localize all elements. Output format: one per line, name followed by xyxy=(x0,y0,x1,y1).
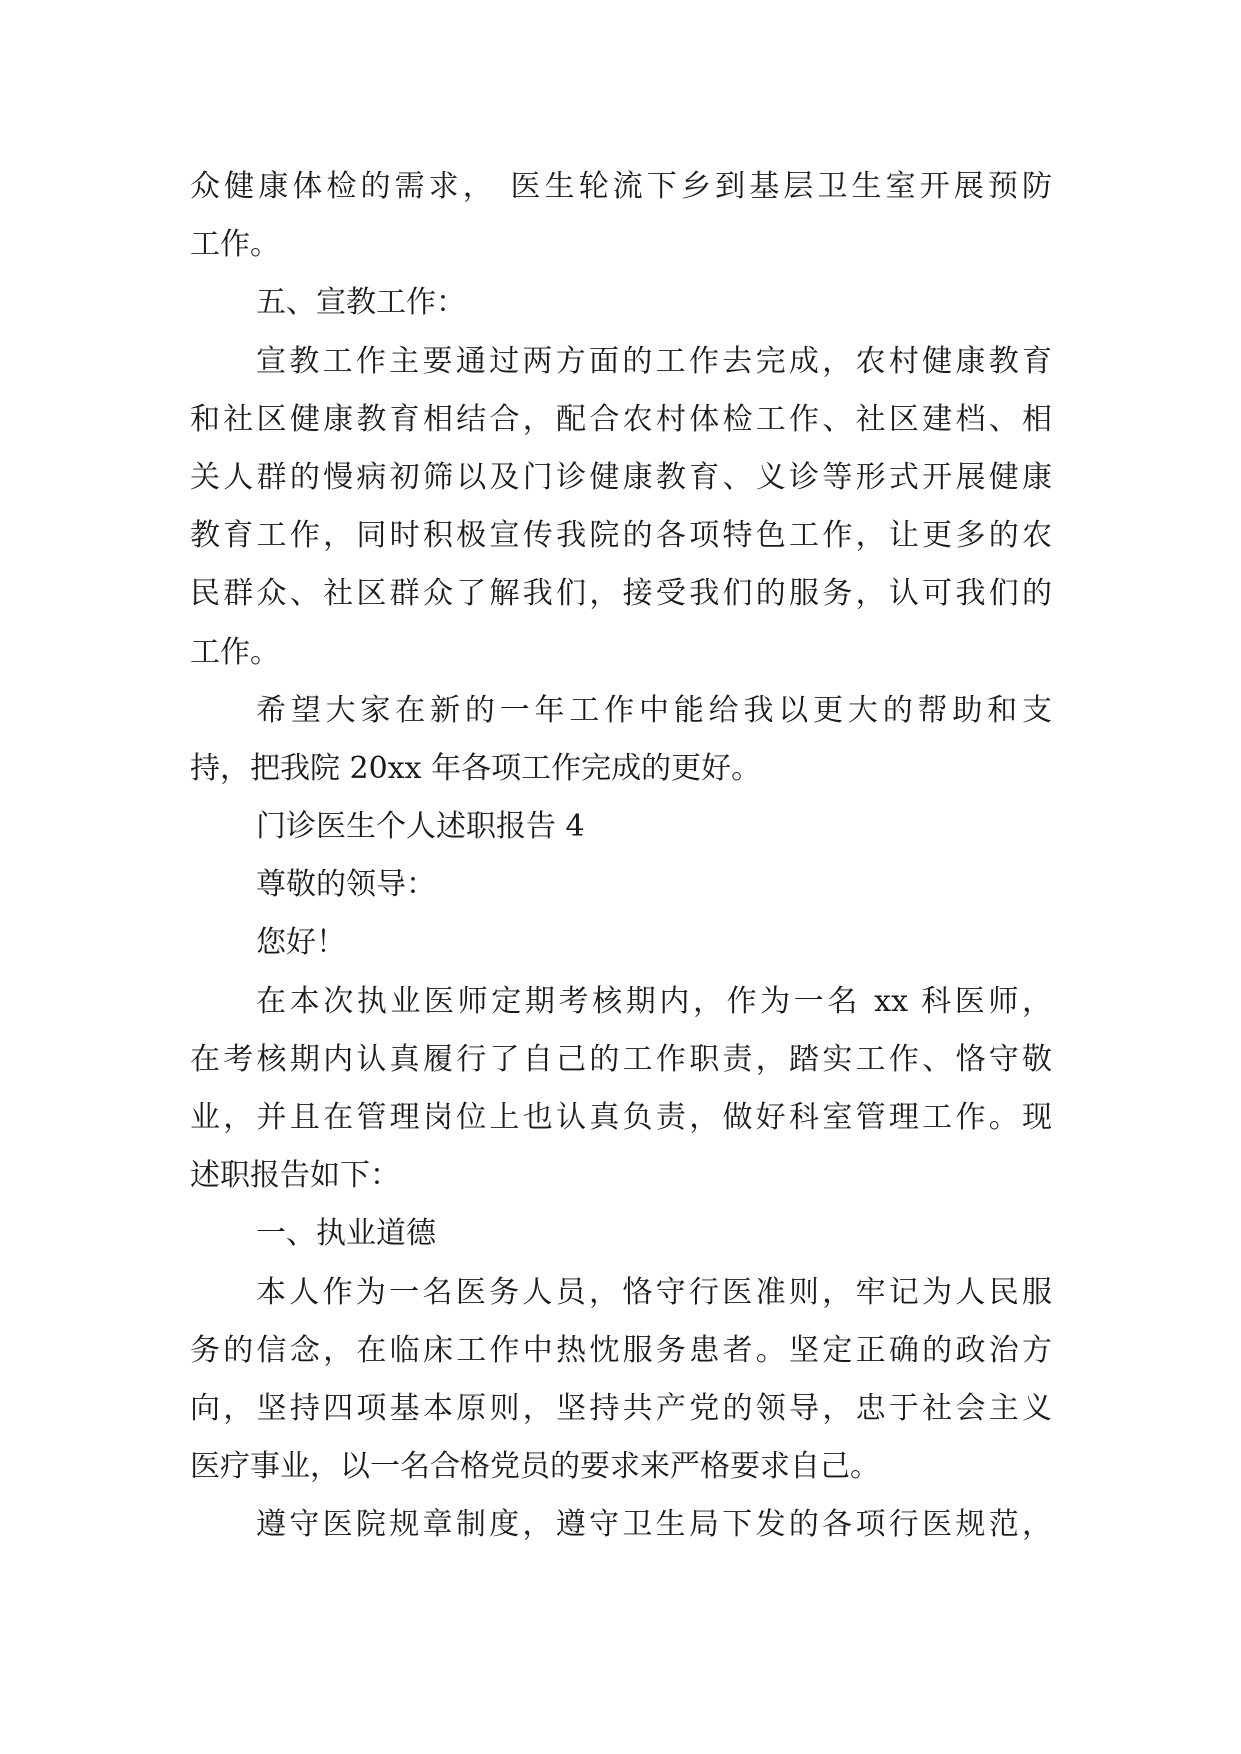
body-line: 关人群的慢病初筛以及门诊健康教育、义诊等形式开展健康 xyxy=(190,459,1052,495)
body-line: 工作。 xyxy=(190,634,280,670)
body-line: 众健康体检的需求， 医生轮流下乡到基层卫生室开展预防 xyxy=(190,169,1052,204)
greeting: 您好！ xyxy=(256,925,346,961)
body-line: 述职报告如下： xyxy=(190,1158,400,1194)
body-line: 在考核期内认真履行了自己的工作职责，踏实工作、恪守敬 xyxy=(190,1041,1052,1077)
body-line: 教育工作，同时积极宣传我院的各项特色工作，让更多的农 xyxy=(190,518,1052,554)
body-line: 宣教工作主要通过两方面的工作去完成，农村健康教育 xyxy=(256,343,1052,379)
body-line: 民群众、社区群众了解我们，接受我们的服务，认可我们的 xyxy=(190,576,1052,612)
body-line: 业，并且在管理岗位上也认真负责，做好科室管理工作。现 xyxy=(190,1100,1052,1135)
body-line: 医疗事业，以一名合格党员的要求来严格要求自己。 xyxy=(190,1449,880,1485)
body-line: 遵守医院规章制度，遵守卫生局下发的各项行医规范， xyxy=(256,1507,1052,1543)
body-line: 持，把我院 20xx 年各项工作完成的更好。 xyxy=(190,750,762,786)
document-body xyxy=(190,158,1052,1555)
body-line: 务的信念，在临床工作中热忱服务患者。坚定正确的政治方 xyxy=(190,1332,1052,1368)
salutation: 尊敬的领导： xyxy=(256,867,436,903)
section-heading: 五、宣教工作： xyxy=(256,285,466,321)
body-line: 和社区健康教育相结合，配合农村体检工作、社区建档、相 xyxy=(190,401,1052,437)
body-line: 工作。 xyxy=(190,227,280,263)
body-line: 在本次执业医师定期考核期内，作为一名 xx 科医师， xyxy=(256,983,1052,1019)
body-line: 向，坚持四项基本原则，坚持共产党的领导，忠于社会主义 xyxy=(190,1390,1052,1426)
body-line: 本人作为一名医务人员，恪守行医准则，牢记为人民服 xyxy=(256,1274,1052,1310)
body-line: 希望大家在新的一年工作中能给我以更大的帮助和支 xyxy=(256,692,1052,728)
section-heading: 一、执业道德 xyxy=(256,1216,436,1252)
report-title: 门诊医生个人述职报告 4 xyxy=(256,809,585,845)
